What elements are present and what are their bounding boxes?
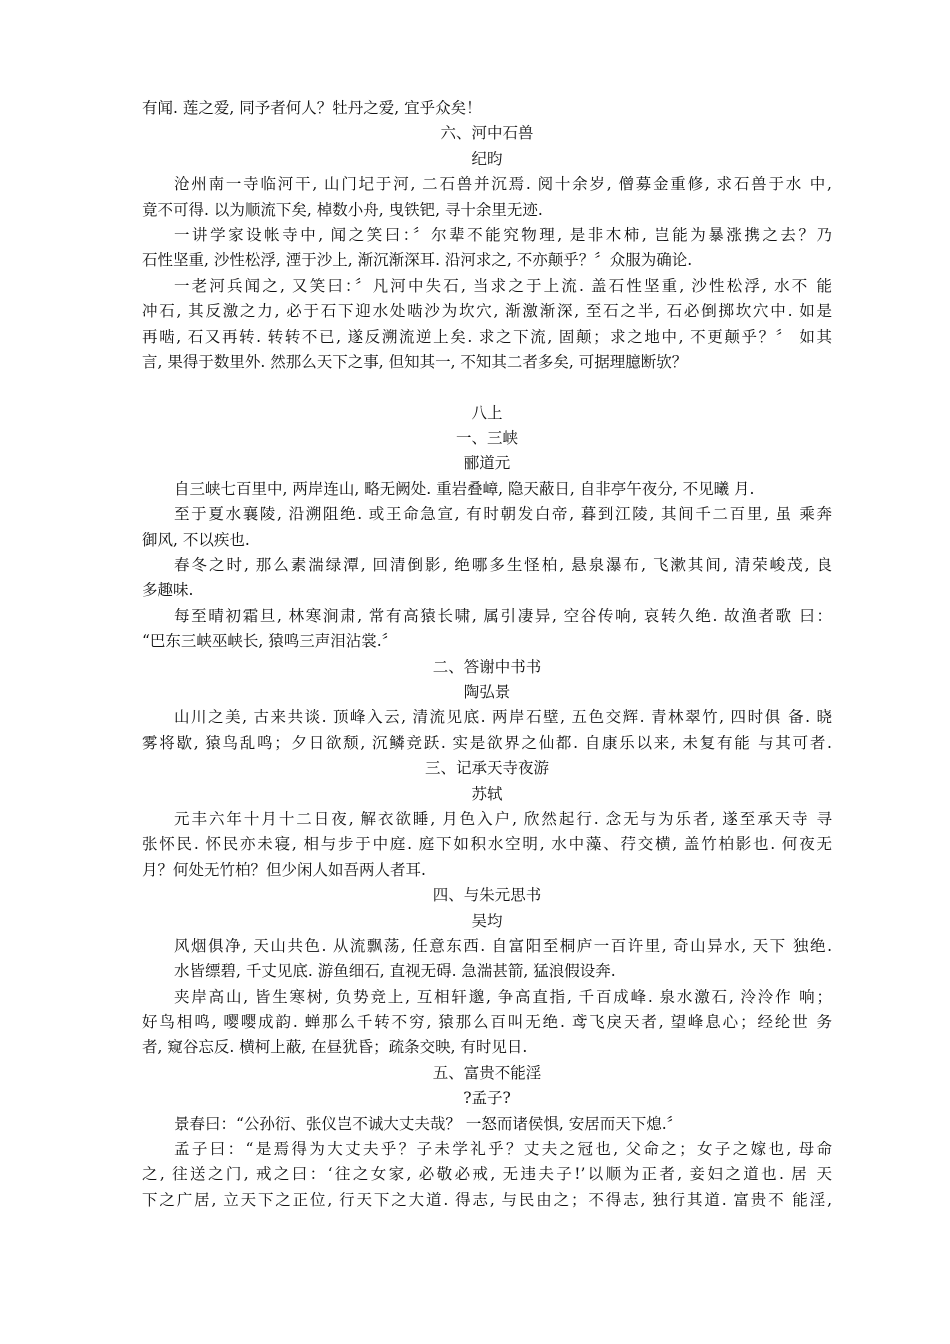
text-line: 之, 往送之门, 戒之曰：‘往之女家, 必敬必戒, 无违夫子!’以顺为正者, 妾妇之道也. 居 天 (142, 1165, 832, 1184)
text-line: 元丰六年十月十二日夜, 解衣欲睡, 月色入户, 欣然起行. 念无与为乐者, 遂至承天寺 寻 (174, 809, 832, 828)
text-line: 春冬之时, 那么素湍绿潭, 回清倒影, 绝哪多生怪柏, 悬泉瀑布, 飞漱其间, 清荣峻茂, 良 (174, 556, 832, 575)
text-line: 沧州南一寺临河干, 山门圮于河, 二石兽并沉焉. 阅十余岁, 僧募金重修, 求石兽于水 中, (174, 175, 832, 194)
text-line: 至于夏水襄陵, 沿溯阻绝. 或王命急宣, 有时朝发白帝, 暮到江陵, 其间千二百里, 虽 乘奔 (174, 505, 832, 524)
heading-line: 一、三峡 (455, 429, 518, 448)
text-line: 张怀民. 怀民亦未寝, 相与步于中庭. 庭下如积水空明, 水中藻、荇交横, 盖竹柏影也. 何夜无 (142, 835, 832, 854)
heading-line: 六、河中石兽 (440, 124, 534, 143)
text-line: 景春曰：“公孙衍、张仪岂不诚大丈夫哉？ 一怒而诸侯惧, 安居而天下熄.〞 (174, 1114, 683, 1133)
blank-line (142, 375, 832, 400)
text-line: 山川之美, 古来共谈. 顶峰入云, 清流见底. 两岸石壁, 五色交辉. 青林翠竹, 四时俱 备. 晓 (174, 708, 832, 727)
text-line: 孟子曰：“是焉得为大丈夫乎？子未学礼乎？丈夫之冠也, 父命之；女子之嫁也, 母命 (174, 1140, 832, 1159)
text-line: 多趣味. (142, 581, 194, 600)
text-line: 水皆缥碧, 千丈见底. 游鱼细石, 直视无碍. 急湍甚箭, 猛浪假设奔. (174, 962, 616, 981)
text-line: 雾将歇, 猿鸟乱鸣；夕日欲颓, 沉鳞竞跃. 实是欲界之仙都. 自康乐以来, 未复有能 与其可者. (142, 733, 832, 752)
heading-line: 苏轼 (471, 784, 503, 803)
heading-line: 郦道元 (463, 454, 511, 473)
heading-line: 四、与朱元思书 (432, 886, 542, 905)
text-line: 自三峡七百里中, 两岸连山, 略无阙处. 重岩叠嶂, 隐天蔽日, 自非亭午夜分, 不见曦 月. (174, 479, 755, 498)
text-line: 冲石, 其反激之力, 必于石下迎水处啮沙为坎穴, 渐激渐深, 至石之半, 石必倒掷坎穴中. 如是 (142, 302, 832, 321)
heading-line: 五、富贵不能淫 (432, 1063, 542, 1082)
text-line: 一老河兵闻之, 又笑曰：〞凡河中失石, 当求之于上流. 盖石性坚重, 沙性松浮, 水不 能 (174, 276, 832, 295)
text-line: “巴东三峡巫峡长, 猿鸣三声泪沾裳.〞 (142, 632, 398, 651)
text-line: 下之广居, 立天下之正位, 行天下之大道. 得志, 与民由之；不得志, 独行其道. 富贵不 能淫, (142, 1190, 832, 1209)
text-line: 者, 窥谷忘反. 横柯上蔽, 在昼犹昏；疏条交映, 有时见日. (142, 1038, 528, 1057)
heading-line: 纪昀 (471, 149, 503, 168)
heading-line: ?孟子? (463, 1089, 511, 1108)
heading-line: 三、记承天寺夜游 (424, 759, 549, 778)
text-line: 石性坚重, 沙性松浮, 湮于沙上, 渐沉渐深耳. 沿河求之, 不亦颠乎？〞众服为确论. (142, 251, 693, 270)
text-line: 好鸟相鸣, 嘤嘤成韵. 蝉那么千转不穷, 猿那么百叫无绝. 鸢飞戾天者, 望峰息心；经纶世 务 (142, 1013, 832, 1032)
heading-line: 二、答谢中书书 (432, 657, 542, 676)
text-line: 月？何处无竹柏？但少闲人如吾两人者耳. (142, 860, 426, 879)
text-line: 夹岸高山, 皆生寒树, 负势竞上, 互相轩邈, 争高直指, 千百成峰. 泉水激石, 泠泠作 响； (174, 987, 832, 1006)
text-line: 竟不可得. 以为顺流下矣, 棹数小舟, 曳铁钯, 寻十余里无迹. (142, 200, 543, 219)
heading-line: 陶弘景 (463, 682, 511, 701)
text-line: 言, 果得于数里外. 然那么天下之事, 但知其一, 不知其二者多矣, 可据理臆断欤？ (142, 352, 688, 371)
text-line: 风烟俱净, 天山共色. 从流飘荡, 任意东西. 自富阳至桐庐一百许里, 奇山异水, 天下 独绝. (174, 936, 832, 955)
text-line: 每至晴初霜旦, 林寒涧肃, 常有高猿长啸, 属引凄异, 空谷传响, 哀转久绝. 故渔者歌 曰： (174, 606, 832, 625)
document-page (142, 96, 832, 1213)
text-line: 御风, 不以疾也. (142, 530, 250, 549)
text-line: 有闻. 莲之爱, 同予者何人？牡丹之爱, 宜乎众矣！ (142, 99, 482, 117)
text-line: 一讲学家设帐寺中, 闻之笑曰：〞尔辈不能究物理, 是非木柿, 岂能为暴涨携之去？乃 (174, 225, 832, 244)
heading-line: 吴均 (471, 911, 503, 930)
heading-line: 八上 (471, 403, 503, 422)
text-line: 再啮, 石又再转. 转转不已, 遂反溯流逆上矣. 求之下流, 固颠；求之地中, 不更颠乎？〞 如其 (142, 327, 832, 346)
